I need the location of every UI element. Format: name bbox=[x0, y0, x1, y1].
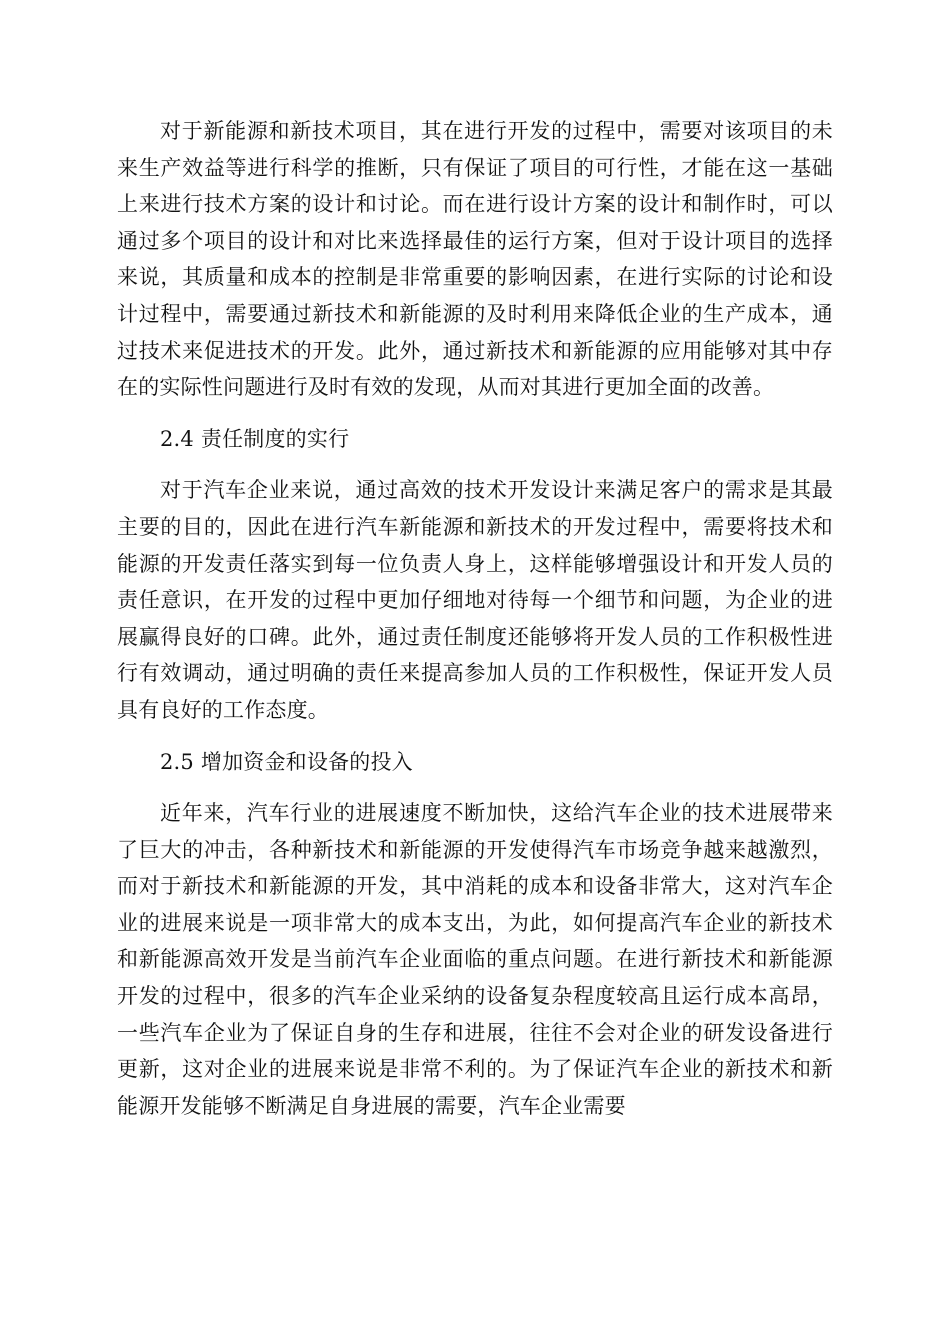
paragraph-funding-equipment: 近年来，汽车行业的进展速度不断加快，这给汽车企业的技术进展带来了巨大的冲击，各种新技术和新能源的开发使得汽车市场竞争越来越激烈，而对于新技术和新能源的开发，其中消耗的成本和设备非常大，这对汽车企业的进展来说是一项非常大的成本支出，为此，如何提高汽车企业的新技术和新能源高效开发是当前汽车企业面临的重点问题。在进行新技术和新能源开发的过程中，很多的汽车企业采纳的设备复杂程度较高且运行成本高昂，一些汽车企业为了保证自身的生存和进展，往往不会对企业的研发设备进行更新，这对企业的进展来说是非常不利的。为了保证汽车企业的新技术和新能源开发能够不断满足自身进展的需要，汽车企业需要 bbox=[117, 801, 833, 1118]
paragraph-project-feasibility: 对于新能源和新技术项目，其在进行开发的过程中，需要对该项目的未来生产效益等进行科学的推断，只有保证了项目的可行性，才能在这一基础上来进行技术方案的设计和讨论。而在进行设计方案的设计和制作时，可以通过多个项目的设计和对比来选择最佳的运行方案，但对于设计项目的选择来说，其质量和成本的控制是非常重要的影响因素，在进行实际的讨论和设计过程中，需要通过新技术和新能源的及时利用来降低企业的生产成本，通过技术来促进技术的开发。此外，通过新技术和新能源的应用能够对其中存在的实际性问题进行及时有效的发现，从而对其进行更加全面的改善。 bbox=[117, 119, 833, 400]
section-heading-2-5: 2.5 增加资金和设备的投入 bbox=[160, 749, 413, 774]
section-heading-2-4: 2.4 责任制度的实行 bbox=[160, 426, 350, 451]
document-body bbox=[117, 113, 833, 1124]
paragraph-responsibility-system: 对于汽车企业来说，通过高效的技术开发设计来满足客户的需求是其最主要的目的，因此在进行汽车新能源和新技术的开发过程中，需要将技术和能源的开发责任落实到每一位负责人身上，这样能够增强设计和开发人员的责任意识，在开发的过程中更加仔细地对待每一个细节和问题，为企业的进展赢得良好的口碑。此外，通过责任制度还能够将开发人员的工作积极性进行有效调动，通过明确的责任来提高参加人员的工作积极性，保证开发人员具有良好的工作态度。 bbox=[117, 478, 833, 722]
